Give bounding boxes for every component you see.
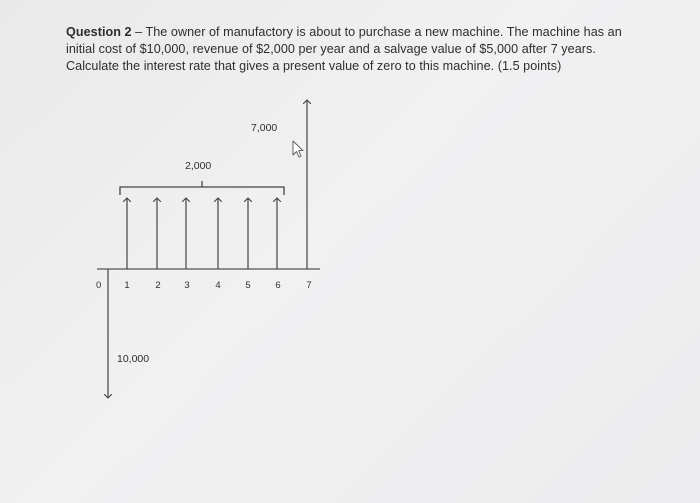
period-label-1: 1 xyxy=(124,280,130,291)
period-label-0: 0 xyxy=(96,280,102,291)
final-value-label: 7,000 xyxy=(251,122,278,134)
period-label-2: 2 xyxy=(155,280,161,291)
period-label-7: 7 xyxy=(306,280,312,291)
period-label-6: 6 xyxy=(275,280,281,291)
question-body: – The owner of manufactory is about to purchase a new machine. The machine has an initial cost of $10,000, revenue of $2,000 per year and a salvage value of $5,000 after 7 years. Calculate the interest rate that gives a present value of zero to this machine. (1.5 points) xyxy=(66,25,622,73)
question-label: Question 2 xyxy=(66,25,132,39)
annuity-value-label: 2,000 xyxy=(185,160,212,172)
period-label-4: 4 xyxy=(215,280,221,291)
initial-cost-label: 10,000 xyxy=(117,353,150,365)
annuity-bracket xyxy=(120,187,284,195)
period-label-3: 3 xyxy=(184,280,190,291)
period-label-5: 5 xyxy=(245,280,251,291)
mouse-cursor-icon xyxy=(293,141,303,157)
